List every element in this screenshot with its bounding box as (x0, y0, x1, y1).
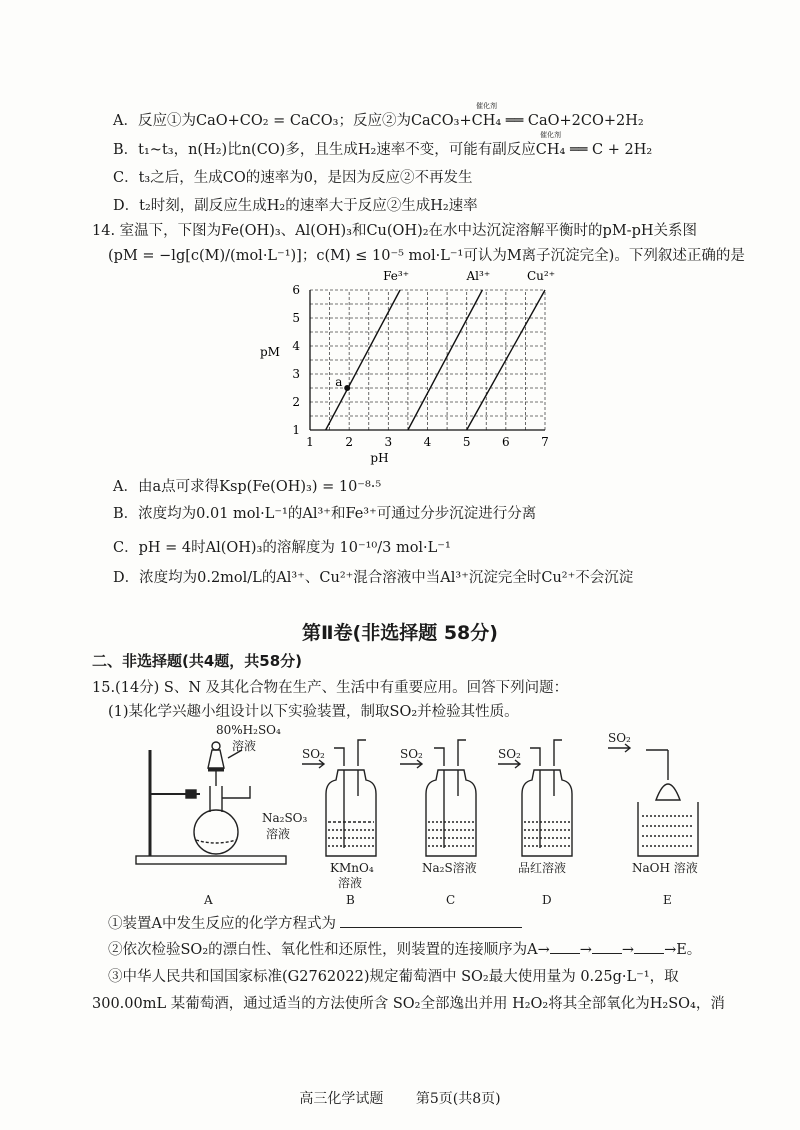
beaker-e-label: NaOH 溶液 (632, 861, 698, 875)
funnel-label-1: 80%H₂SO₄ (216, 723, 281, 737)
answer-blank-2[interactable] (550, 941, 580, 954)
page-footer (0, 1088, 800, 1108)
beaker-e (638, 802, 698, 856)
bottle-c (426, 770, 476, 856)
so2-label-4: SO₂ (608, 731, 631, 745)
footer-page: 第5页(共8页) (415, 1091, 501, 1107)
q15-sub1-text: ①装置A中发生反应的化学方程式为 (108, 916, 336, 932)
x-tick-label: 1 (306, 435, 314, 449)
letter-c: C (446, 893, 456, 907)
point-a (344, 385, 350, 391)
bottle-d (522, 770, 572, 856)
y-tick-label: 4 (292, 339, 300, 353)
flask-label-2: 溶液 (266, 827, 291, 841)
section-subtitle: 二、非选择题(共4题，共58分) (92, 652, 303, 670)
x-tick-label: 4 (423, 435, 432, 449)
q15-sub3-line2: 300.00mL 某葡萄酒，通过适当的方法使所含 SO₂全部逸出并用 H₂O₂将其全部氧化为H₂SO₄，消 (92, 996, 725, 1012)
x-tick-label: 6 (502, 435, 510, 449)
q15-sub2 (108, 938, 701, 959)
x-tick-label: 5 (462, 435, 471, 449)
point-a-label: a (335, 375, 343, 389)
so2-label-1: SO₂ (302, 747, 325, 761)
q15-stem: 15.(14分) S、N 及其化合物在生产、生活中有重要应用。回答下列问题： (92, 680, 569, 696)
letter-a: A (204, 893, 213, 907)
q15-part1: (1)某化学兴趣小组设计以下实验装置，制取SO₂并检验其性质。 (108, 704, 519, 720)
arrow-1 (302, 760, 324, 768)
y-tick-label: 2 (292, 395, 300, 409)
so2-label-2: SO₂ (400, 747, 423, 761)
q15-sub3-line1: ③中华人民共和国国家标准(G2762022)规定葡萄酒中 SO₂最大使用量为 0.25g·L⁻¹，取 (108, 969, 679, 985)
y-tick-label: 1 (292, 423, 300, 437)
pm-ph-chart (250, 262, 580, 472)
so2-label-3: SO₂ (498, 747, 521, 761)
q15-sub2-arrow-1: → (579, 942, 592, 958)
letter-b: B (346, 893, 355, 907)
catalyst-label-1: 催化剂 (476, 102, 497, 110)
q13-option-d: D．t₂时刻，副反应生成H₂的速率大于反应②生成H₂速率 (113, 198, 478, 214)
apparatus-diagram (120, 720, 720, 910)
bottle-b-label-2: 溶液 (338, 876, 363, 890)
x-tick-label: 7 (541, 435, 549, 449)
flask-label-1: Na₂SO₃ (262, 811, 308, 825)
y-tick-label: 6 (292, 283, 300, 297)
q14-option-a: A．由a点可求得Ksp(Fe(OH)₃) = 10⁻⁸·⁵ (113, 479, 382, 495)
q14-stem-2: (pM = −lg[c(M)/(mol·L⁻¹)]；c(M) ≤ 10⁻⁵ mol·L⁻¹可认为M离子沉淀完全)。下列叙述正确的是 (108, 248, 745, 264)
q14-stem-1: 14. 室温下，下图为Fe(OH)₃、Al(OH)₃和Cu(OH)₂在水中达沉淀溶解平衡时的pM-pH关系图 (92, 223, 697, 239)
y-axis-label: pM (260, 345, 280, 359)
q15-sub2-end: →E。 (664, 942, 702, 958)
bottle-d-label: 品红溶液 (518, 861, 567, 875)
q14-option-d: D．浓度均为0.2mol/L的Al³⁺、Cu²⁺混合溶液中当Al³⁺沉淀完全时Cu²⁺不会沉淀 (113, 570, 634, 586)
section-title: 第Ⅱ卷(非选择题 58分) (302, 622, 498, 644)
q13-option-b: B．t₁~t₃，n(H₂)比n(CO)多，且生成H₂速率不变，可能有副反应CH₄ ══ C + 2H₂ (113, 142, 653, 158)
dropping-funnel (208, 750, 224, 786)
inverted-funnel (656, 750, 680, 800)
letter-d: D (542, 893, 552, 907)
arrow-2 (400, 760, 422, 768)
q14-option-b: B．浓度均为0.01 mol·L⁻¹的Al³⁺和Fe³⁺可通过分步沉淀进行分离 (113, 506, 537, 522)
catalyst-label-2: 催化剂 (540, 131, 561, 139)
arrow-4 (608, 744, 630, 752)
x-axis-label: pH (370, 451, 389, 465)
y-tick-label: 3 (292, 367, 300, 381)
q15-sub2-text: ②依次检验SO₂的漂白性、氧化性和还原性，则装置的连接顺序为A→ (108, 942, 550, 958)
arrow-3 (498, 760, 520, 768)
answer-blank-1[interactable] (340, 915, 522, 928)
bottle-b (326, 770, 376, 856)
x-tick-label: 3 (384, 435, 393, 449)
bottle-c-label: Na₂S溶液 (422, 861, 477, 875)
q13-option-a: A．反应①为CaO+CO₂ = CaCO₃；反应②为CaCO₃+CH₄ ══ CaO+2CO+2H₂ (113, 113, 644, 129)
round-flask (194, 810, 238, 854)
answer-blank-3[interactable] (592, 941, 622, 954)
series-label: Cu²⁺ (526, 269, 556, 283)
bottle-b-label-1: KMnO₄ (330, 861, 374, 875)
letter-e: E (663, 893, 672, 907)
footer-subject: 高三化学试题 (299, 1091, 384, 1107)
stand-base (136, 856, 286, 864)
series-label: Fe³⁺ (383, 269, 410, 283)
q15-sub2-arrow-2: → (621, 942, 635, 958)
series-label: Al³⁺ (466, 269, 491, 283)
funnel-label-2: 溶液 (232, 739, 257, 753)
x-tick-label: 2 (345, 435, 353, 449)
q13-option-c: C．t₃之后，生成CO的速率为0，是因为反应②不再发生 (113, 170, 473, 186)
q15-sub1 (108, 912, 522, 933)
answer-blank-4[interactable] (634, 941, 664, 954)
q14-option-c: C．pH = 4时Al(OH)₃的溶解度为 10⁻¹⁰/3 mol·L⁻¹ (113, 540, 451, 556)
y-tick-label: 5 (292, 311, 300, 325)
